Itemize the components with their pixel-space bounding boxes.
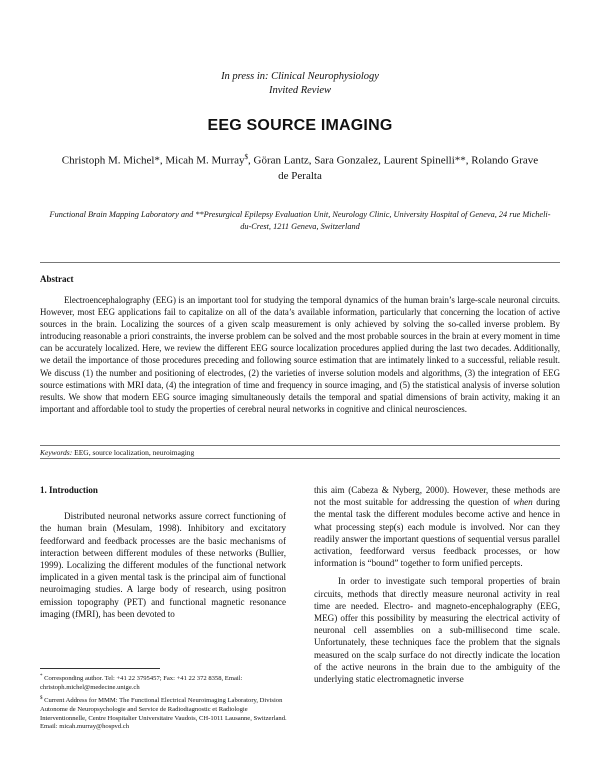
footnote-2 bbox=[40, 695, 288, 732]
authors-footnote-mark: $ bbox=[244, 153, 248, 161]
footnote-1 bbox=[40, 673, 288, 693]
intro-paragraph-1: Distributed neuronal networks assure correct functioning of the human brain (Mesulam, 1998). Inhibitory and excitatory feedforward and feedback processes are the basic mechanisms of interaction between different modules of these networks (Bullier, 1999). Localizing the different modules of the functional network implicated in a given mental task is the principal aim of functional neuroimaging studies. A large body of research, using positron emission topography (PET) and functional magnetic resonance imaging (fMRI), has been devoted to bbox=[40, 511, 286, 619]
author-list bbox=[60, 150, 540, 184]
authors-part2: , Göran Lantz, Sara Gonzalez, Laurent Spinelli**, Rolando Grave de Peralta bbox=[248, 154, 539, 182]
footnote-1-mark: * bbox=[40, 674, 43, 679]
affiliation: Functional Brain Mapping Laboratory and **Presurgical Epilepsy Evaluation Unit, Neurology Clinic, University Hospital of Geneva, 24 rue Micheli-du-Crest, 1211 Geneva, Switzerland bbox=[49, 210, 551, 231]
footnote-rule bbox=[40, 668, 160, 669]
footnote-1-text: Corresponding author. Tel: +41 22 3795457; Fax: +41 22 372 8358, Email: christoph.michel@medecine.unige.ch bbox=[40, 675, 243, 691]
footnote-2-mark: $ bbox=[40, 695, 43, 701]
footnotes bbox=[40, 673, 288, 732]
abstract-top-rule bbox=[40, 262, 560, 263]
abstract-body: Electroencephalography (EEG) is an important tool for studying the temporal dynamics of the human brain’s large-scale neuronal circuits. However, most EEG applications fail to capitalize on all of the data’s available information, particularly that concerning the location of active sources in the brain. Localizing the sources of a given scalp measurement is only achieved by solving the so-called inverse problem. By introducing reasonable a priori constraints, the inverse problem can be solved and the most probable sources in the brain at every moment in time can be accurately localized. Here, we review the different EEG source localization procedures applied during the last two decades. Additionally, we detail the importance of those procedures preceding and following source estimation that are intimately linked to a successful, reliable result. We discuss (1) the number and positioning of electrodes, (2) the varieties of inverse solution models and algorithms, (3) the integration of EEG source estimations with MRI data, (4) the integration of time and frequency in source imaging, and (5) the statistical analysis of inverse solution results. We show that modern EEG source imaging simultaneously details the temporal and spatial dimensions of brain activity, making it an important and affordable tool to study the properties of cerebral neural networks in cognitive and clinical neurosciences. bbox=[40, 295, 560, 414]
keywords-rule bbox=[40, 445, 560, 446]
intro-paragraph-2 bbox=[314, 484, 560, 569]
review-type: Invited Review bbox=[268, 85, 332, 96]
footnote-2-text: Current Address for MMM: The Functional Electrical Neuroimaging Laboratory, Division Autonome de Neuropsychologie and Service de Radiodiagnostic et Radiologie Interventionnelle, Centre Hospitalier Universitaire Vaudois, CH-1011 Lausanne, Switzerland. Email: micah.murray@hospvd.ch bbox=[40, 696, 287, 731]
p2-start: this aim (Cabeza & Nyberg, 2000). However, these methods are not the most suitable for addressing the question of bbox=[314, 485, 560, 508]
keywords-bottom-rule bbox=[40, 458, 560, 459]
authors-part1: Christoph M. Michel*, Micah M. Murray bbox=[61, 154, 245, 167]
keywords-text: EEG, source localization, neuroimaging bbox=[72, 448, 195, 457]
paper-title: EEG SOURCE IMAGING bbox=[207, 117, 393, 134]
intro-paragraph-3: In order to investigate such temporal properties of brain circuits, methods that directly measure neuronal activity in real time are needed. Electro- and magneto-encephalography (EEG, MEG) offer this possibility by measuring the electrical activity of neuronal cell assemblies on a sub-millisecond time scale. Unfortunately, these techniques face the problem that the signals measured on the scalp surface do not directly indicate the location of the active neurons in the brain due to the ambiguity of the underlying static electromagnetic inverse bbox=[314, 576, 560, 685]
journal-header bbox=[0, 70, 600, 98]
p2-emphasis: when bbox=[513, 497, 533, 508]
section-heading: 1. Introduction bbox=[40, 485, 98, 495]
p2-end: during the mental task the different modules become active and hence in what processing step(s) each module is involved. Nor can they readily answer the important questions of sequential versus parallel activation, feedforward versus feedback processes, or how information is “bound” together to form unified percepts. bbox=[314, 497, 560, 569]
left-column bbox=[40, 484, 286, 620]
right-column bbox=[314, 484, 560, 685]
abstract-heading: Abstract bbox=[40, 274, 74, 284]
keywords-label: Keywords: bbox=[40, 448, 73, 457]
journal-line: In press in: Clinical Neurophysiology bbox=[221, 71, 379, 82]
keywords bbox=[40, 448, 560, 457]
